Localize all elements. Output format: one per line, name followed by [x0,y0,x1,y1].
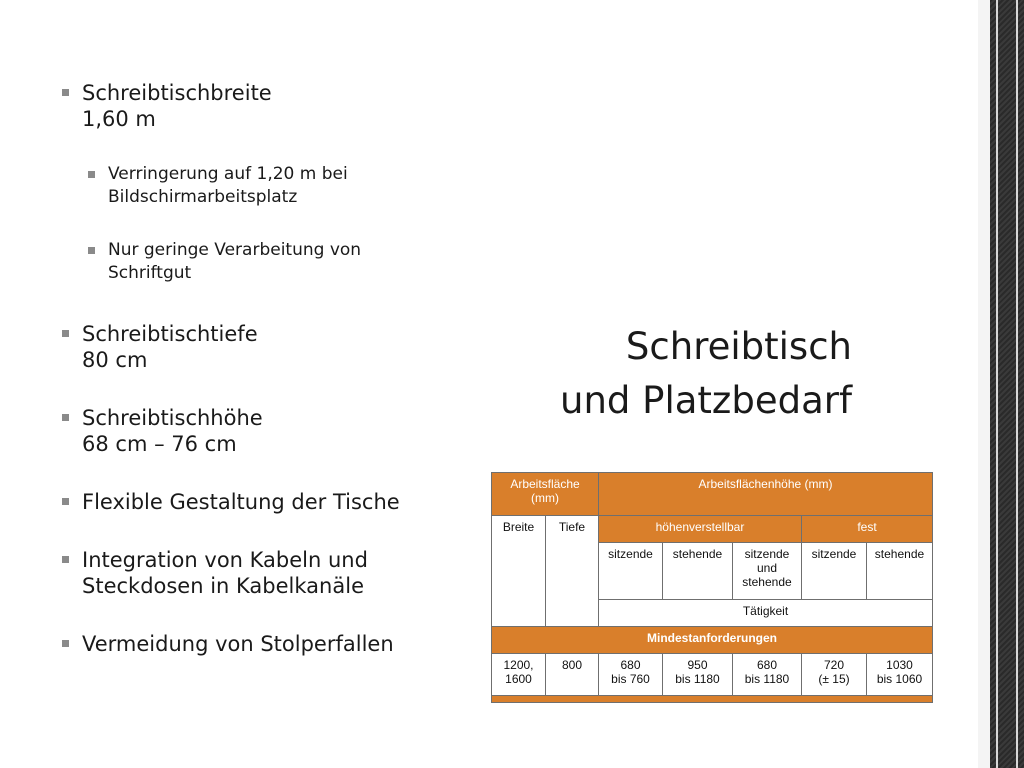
square-bullet-icon [62,330,69,337]
bullet-text: Integration von Kabeln und [82,548,368,572]
bullet-text: Verringerung auf 1,20 m bei [108,164,348,184]
header-hoehenverstellbar: höhenverstellbar [599,516,802,543]
bullet-text: 1,60 m [82,107,156,131]
header-taetigkeit: Tätigkeit [599,600,933,627]
header-sitzende-fest: sitzende [802,543,867,600]
square-bullet-icon [62,556,69,563]
frame-line [996,0,998,768]
header-breite: Breite [492,516,546,627]
bullet-text: Flexible Gestaltung der Tische [82,490,400,514]
value-sitzende-fest: 720 (± 15) [802,654,867,696]
frame-margin [978,0,990,768]
value-sitzende: 680 bis 760 [599,654,663,696]
square-bullet-icon [62,640,69,647]
slide-title [560,320,852,428]
bullet-text: Schreibtischbreite [82,81,272,105]
value-breite: 1200, 1600 [492,654,546,696]
bullet-text: Vermeidung von Stolperfallen [82,632,394,656]
value-tiefe: 800 [546,654,599,696]
square-bullet-icon [62,89,69,96]
requirements-table [491,472,933,703]
value-sitzende-und-stehende: 680 bis 1180 [733,654,802,696]
header-sitzende: sitzende [599,543,663,600]
value-stehende: 950 bis 1180 [663,654,733,696]
header-sitzende-und-stehende: sitzende und stehende [733,543,802,600]
header-arbeitsflaeche: Arbeitsfläche (mm) [492,473,599,516]
bullet-text: Bildschirmarbeitsplatz [108,187,298,207]
bullet-text: Nur geringe Verarbeitung von [108,240,362,260]
square-bullet-icon [62,498,69,505]
square-bullet-icon [62,414,69,421]
bullet-text: Schreibtischtiefe [82,322,258,346]
title-line: Schreibtisch [625,325,852,368]
header-stehende: stehende [663,543,733,600]
table-footer-bar [492,696,933,703]
header-fest: fest [802,516,933,543]
square-bullet-icon [88,171,95,178]
frame-line [1016,0,1018,768]
title-line: und Platzbedarf [560,379,852,422]
square-bullet-icon [88,247,95,254]
header-stehende-fest: stehende [867,543,933,600]
header-tiefe: Tiefe [546,516,599,627]
value-stehende-fest: 1030 bis 1060 [867,654,933,696]
bullet-text: Schriftgut [108,263,192,283]
bullet-text: 80 cm [82,348,148,372]
bullet-text: 68 cm – 76 cm [82,432,237,456]
header-mindestanforderungen: Mindestanforderungen [492,627,933,654]
bullet-text: Schreibtischhöhe [82,406,263,430]
bullet-text: Steckdosen in Kabelkanäle [82,574,364,598]
header-arbeitsflaechenhoehe: Arbeitsflächenhöhe (mm) [599,473,933,516]
